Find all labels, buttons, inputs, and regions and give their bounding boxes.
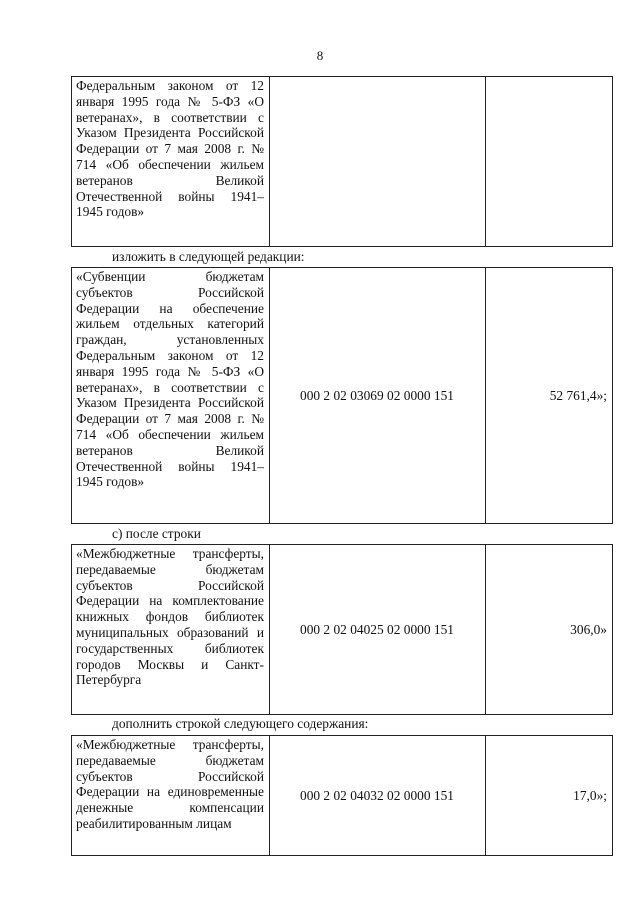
row-code-cell: 000 2 02 04025 02 0000 151 — [270, 545, 486, 715]
row-code-cell: 000 2 02 03069 02 0000 151 — [270, 268, 486, 524]
row-code-cell — [270, 77, 486, 247]
instruction-after-row: с) после строки — [112, 526, 201, 541]
row-name-cell: Федеральным законом от 12 января 1995 года № 5-ФЗ «О ветеранах», в соответствии с Указом Президента Российской Федерации от 7 мая 2008 г. № 714 «Об обеспечении жильем ветеранов Великой Отечественной войны 1941–1945 годов» — [72, 77, 270, 247]
table-after-row — [71, 544, 613, 715]
row-amount-cell: 306,0» — [486, 545, 613, 715]
table-row — [72, 736, 613, 856]
row-name-cell: «Субвенции бюджетам субъектов Российской Федерации на обеспечение жильем отдельных категорий граждан, установленных Федеральным законом от 12 января 1995 года № 5-ФЗ «О ветеранах», в соответствии с Указом Президента Российской Федерации от 7 мая 2008 г. № 714 «Об обеспечении жильем ветеранов Великой Отечественной войны 1941–1945 годов» — [72, 268, 270, 524]
instruction-add-row: дополнить строкой следующего содержания: — [112, 716, 369, 731]
row-amount-cell: 52 761,4»; — [486, 268, 613, 524]
row-code-cell: 000 2 02 04032 02 0000 151 — [270, 736, 486, 856]
row-amount-cell: 17,0»; — [486, 736, 613, 856]
row-name-cell: «Межбюджетные трансферты, передаваемые бюджетам субъектов Российской Федерации на единовременные денежные компенсации реабилитированным лицам — [72, 736, 270, 856]
table-new-row — [71, 735, 613, 856]
table-row — [72, 77, 613, 247]
table-replacement — [71, 267, 613, 524]
table-continuation — [71, 76, 613, 247]
page-number: 8 — [316, 48, 324, 63]
row-name-cell: «Межбюджетные трансферты, передаваемые бюджетам субъектов Российской Федерации на комплектование книжных фондов библиотек муниципальных образований и государственных библиотек городов Москвы и Санкт-Петербурга — [72, 545, 270, 715]
instruction-replace: изложить в следующей редакции: — [112, 249, 305, 264]
table-row — [72, 268, 613, 524]
table-row — [72, 545, 613, 715]
row-amount-cell — [486, 77, 613, 247]
